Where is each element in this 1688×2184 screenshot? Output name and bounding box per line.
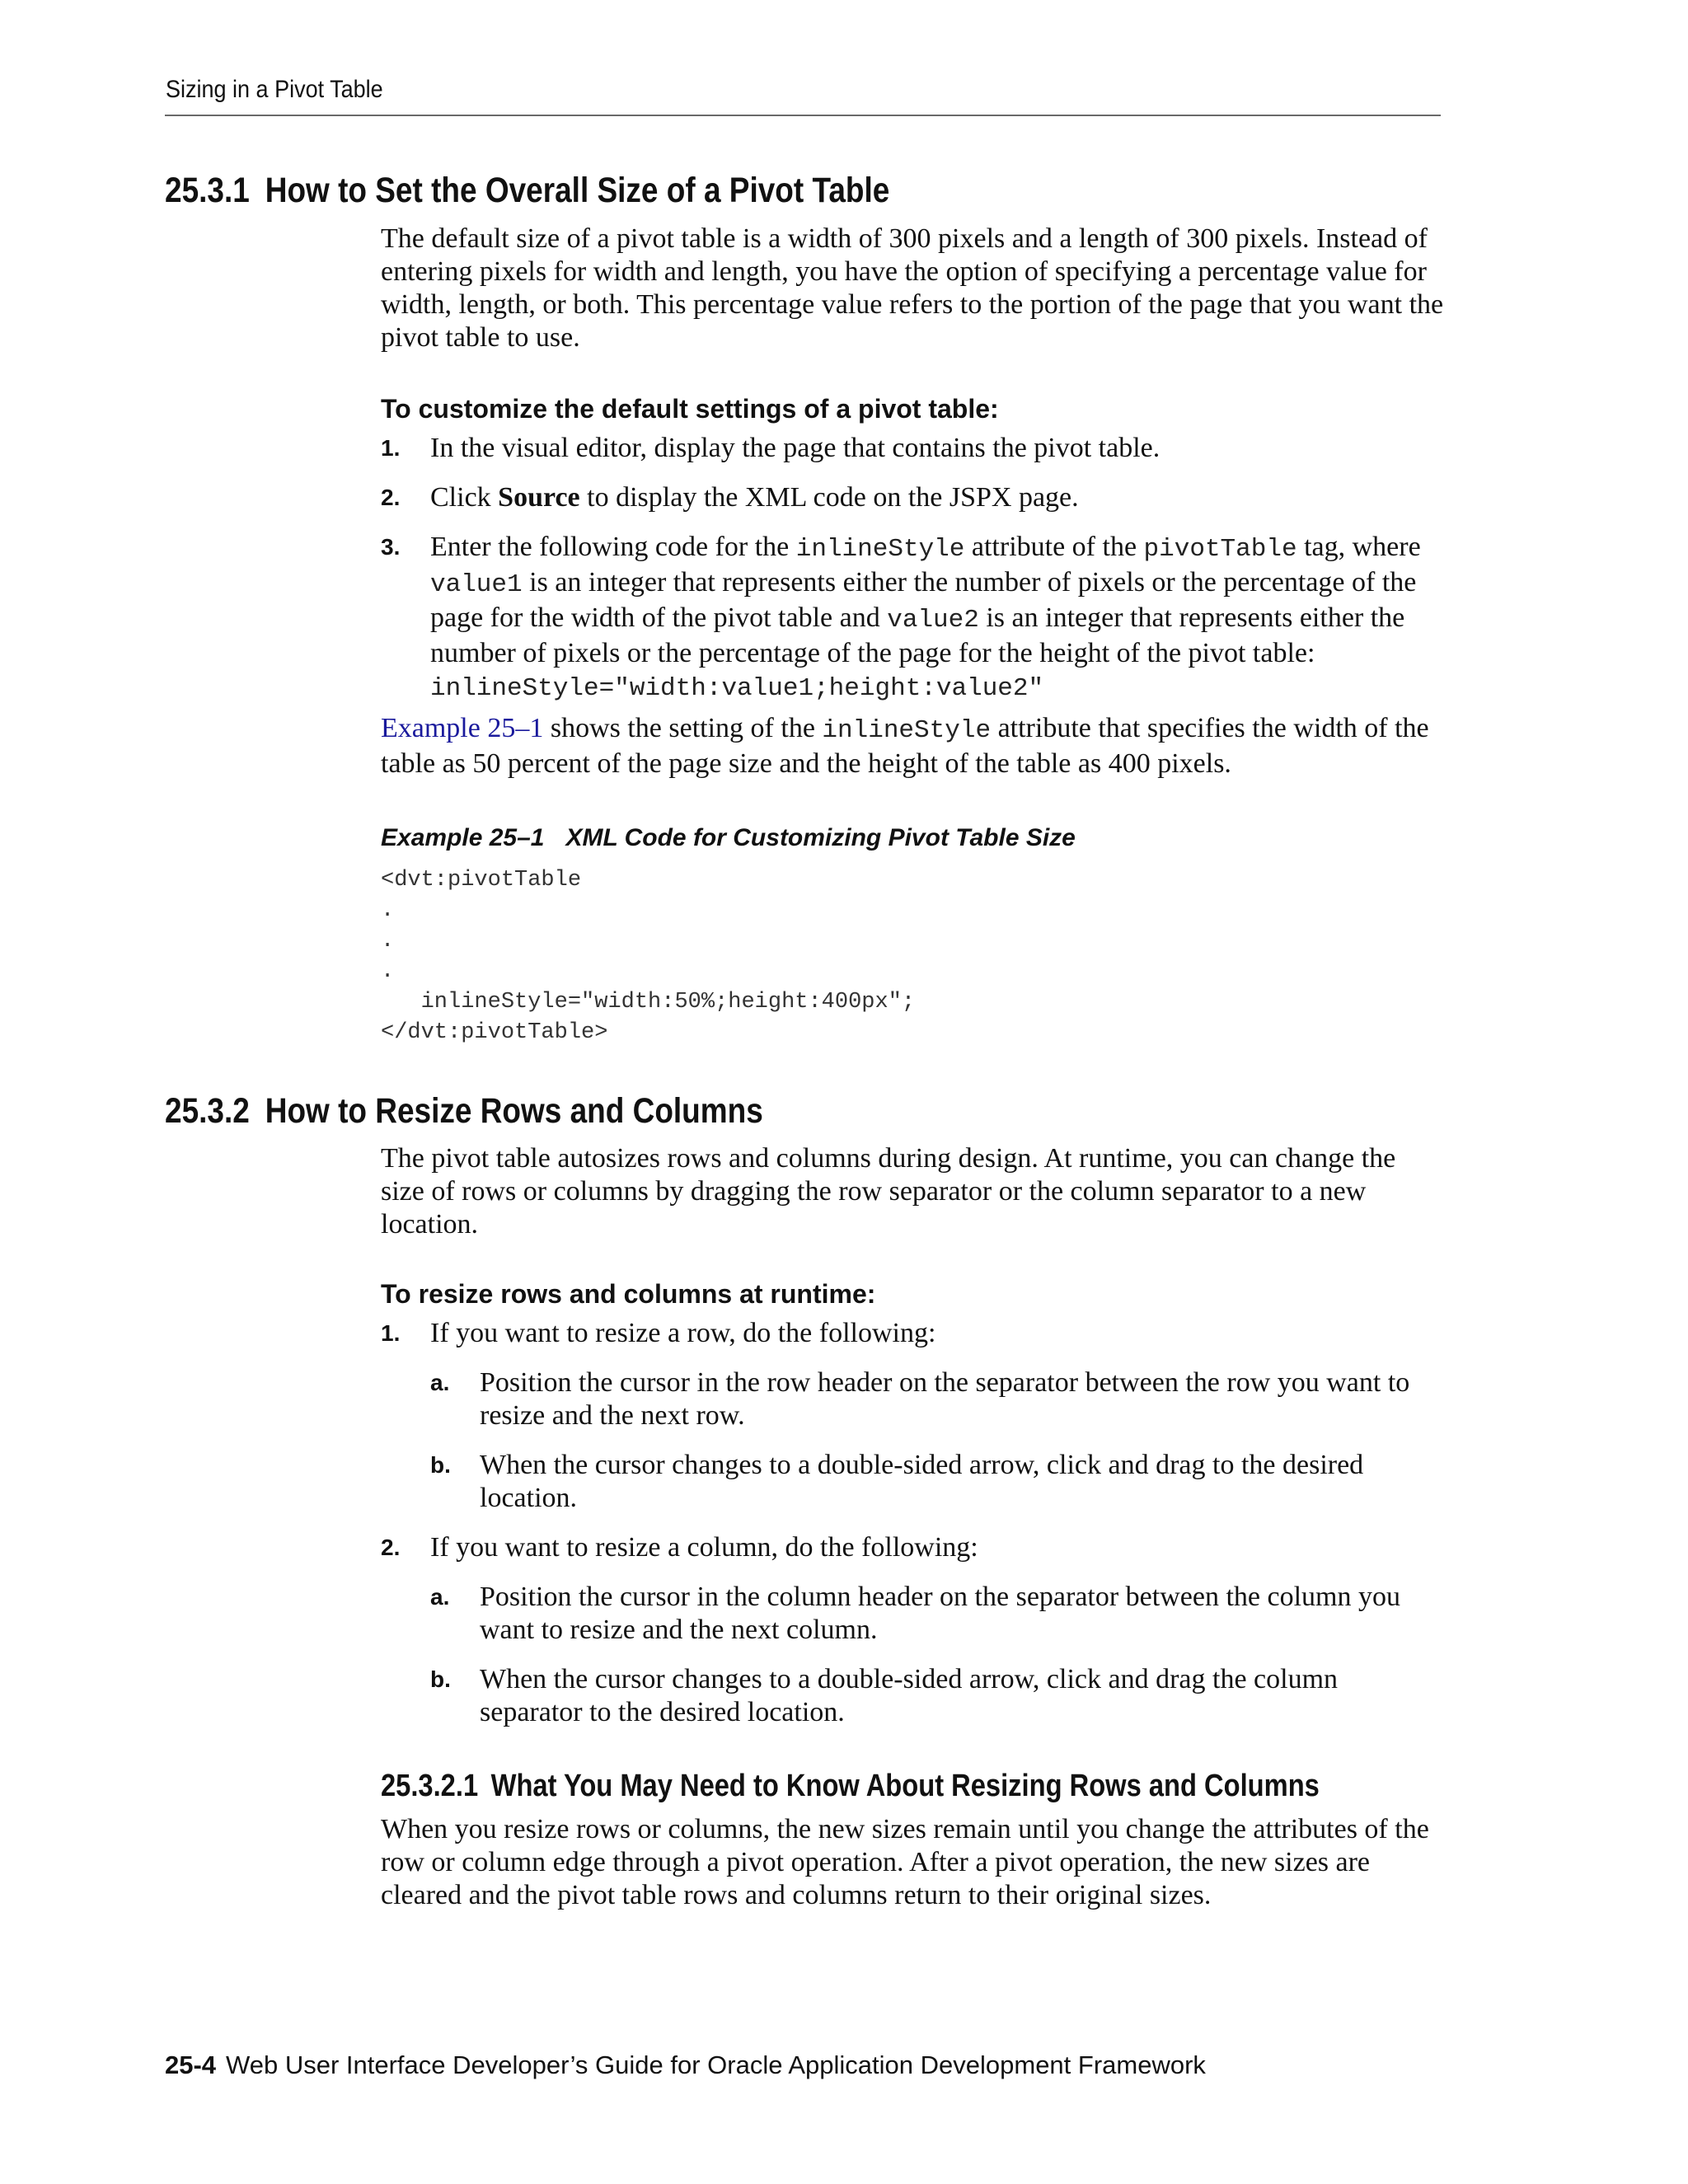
header-rule <box>165 115 1441 116</box>
section-number: 25.3.1 <box>165 171 250 210</box>
book-title: Web User Interface Developer’s Guide for Oracle Application Development Framework <box>226 2050 1206 2079</box>
text-run: Click <box>430 482 499 513</box>
procedure-title: To customize the default settings of a pivot table: <box>381 394 999 424</box>
step-marker: 3. <box>381 534 401 560</box>
example-caption <box>381 824 1076 852</box>
text-run: to display the XML code on the JSPX page. <box>579 482 1079 513</box>
text-run: is an integer that represents either the number of pixels or the percentage of the page for the width of the pivot table and <box>430 567 1417 633</box>
step-1b <box>430 1449 1444 1515</box>
section-heading-25-3-1 <box>165 171 889 211</box>
procedure-title: To resize rows and columns at runtime: <box>381 1279 876 1309</box>
step-2 <box>381 481 1444 514</box>
code-example: <dvt:pivotTable . . . inlineStyle="width:50%;height:400px"; </dvt:pivotTable> <box>381 868 916 1045</box>
step-text: If you want to resize a column, do the following: <box>430 1532 978 1563</box>
substep-marker: a. <box>430 1584 450 1610</box>
section-title: How to Resize Rows and Columns <box>265 1091 763 1131</box>
code-inlinestyle: inlineStyle <box>822 716 992 745</box>
text-run: shows the setting of the <box>543 713 823 743</box>
code-value2: value2 <box>887 606 979 635</box>
step-marker: 1. <box>381 1320 401 1346</box>
section-heading-25-3-2-1 <box>381 1769 1320 1804</box>
step-1 <box>381 1317 1444 1350</box>
step-text: In the visual editor, display the page that contains the pivot table. <box>430 433 1160 463</box>
section-number: 25.3.2.1 <box>381 1769 479 1803</box>
example-label: Example 25–1 <box>381 824 545 851</box>
step-text <box>430 531 1444 705</box>
section-title: What You May Need to Know About Resizing Rows and Columns <box>490 1769 1320 1803</box>
page-number: 25-4 <box>165 2050 217 2079</box>
example-title: XML Code for Customizing Pivot Table Size <box>565 824 1076 851</box>
step-2 <box>381 1531 1444 1564</box>
step-marker: 1. <box>381 435 401 461</box>
ui-term-source: Source <box>498 482 580 513</box>
step-2a <box>430 1581 1444 1647</box>
code-inlinestyle-snippet: inlineStyle="width:value1;height:value2" <box>430 674 1044 703</box>
section-heading-25-3-2 <box>165 1091 763 1132</box>
paragraph-text: The default size of a pivot table is a width of 300 pixels and a length of 300 pixels. Instead of entering pixels for width and length, you have the option of specifying a percentage value for width, length, or both. This percentage value refers to the portion of the page that you want the pivot table to use. <box>381 223 1444 353</box>
substep-text: When the cursor changes to a double-sided arrow, click and drag the column separator to the desired location. <box>480 1664 1339 1727</box>
paragraph-text: The pivot table autosizes rows and columns during design. At runtime, you can change the size of rows or columns by dragging the row separator or the column separator to a new location. <box>381 1143 1396 1240</box>
substep-text: Position the cursor in the row header on the separator between the row you want to resize and the next row. <box>480 1367 1410 1431</box>
code-inlinestyle: inlineStyle <box>795 535 965 564</box>
section-title: How to Set the Overall Size of a Pivot Table <box>265 171 890 210</box>
paragraph-text <box>381 712 1444 780</box>
substep-text: Position the cursor in the column header on the separator between the column you want to resize and the next column. <box>480 1582 1400 1645</box>
text-run: attribute of the <box>964 532 1144 562</box>
text-run: tag, where <box>1296 532 1421 562</box>
step-1a <box>430 1366 1444 1432</box>
paragraph-text: When you resize rows or columns, the new sizes remain until you change the attributes of the row or column edge through a pivot operation. After a pivot operation, the new sizes are cleared and the pivot table rows and columns return to their original sizes. <box>381 1814 1429 1910</box>
code-value1: value1 <box>430 570 523 599</box>
resize-note-paragraph <box>381 1813 1444 1912</box>
step-text <box>430 481 1444 514</box>
code-pivottable: pivotTable <box>1143 535 1297 564</box>
running-header: Sizing in a Pivot Table <box>166 76 383 103</box>
text-run: attribute that specifies the width of the table as 50 percent of the page size and the height of the table as 400 pixels. <box>381 713 1429 779</box>
step-1 <box>381 432 1444 465</box>
substep-marker: a. <box>430 1370 450 1395</box>
substep-text: When the cursor changes to a double-sided arrow, click and drag to the desired location. <box>480 1450 1364 1513</box>
substep-marker: b. <box>430 1666 451 1692</box>
step-marker: 2. <box>381 485 401 510</box>
resize-paragraph <box>381 1142 1444 1241</box>
section-number: 25.3.2 <box>165 1091 250 1131</box>
text-run: Enter the following code for the <box>430 532 796 562</box>
step-2b <box>430 1663 1444 1729</box>
example-reference-paragraph <box>381 712 1444 780</box>
example-link[interactable]: Example 25–1 <box>381 713 544 743</box>
step-marker: 2. <box>381 1535 401 1560</box>
step-3 <box>381 531 1444 705</box>
page-footer <box>165 2050 1206 2080</box>
text-run: is an integer that represents either the number of pixels or the percentage of the page for the height of the pivot table: <box>430 602 1405 668</box>
substep-marker: b. <box>430 1452 451 1478</box>
intro-paragraph <box>381 223 1444 354</box>
step-text: If you want to resize a row, do the following: <box>430 1318 936 1348</box>
